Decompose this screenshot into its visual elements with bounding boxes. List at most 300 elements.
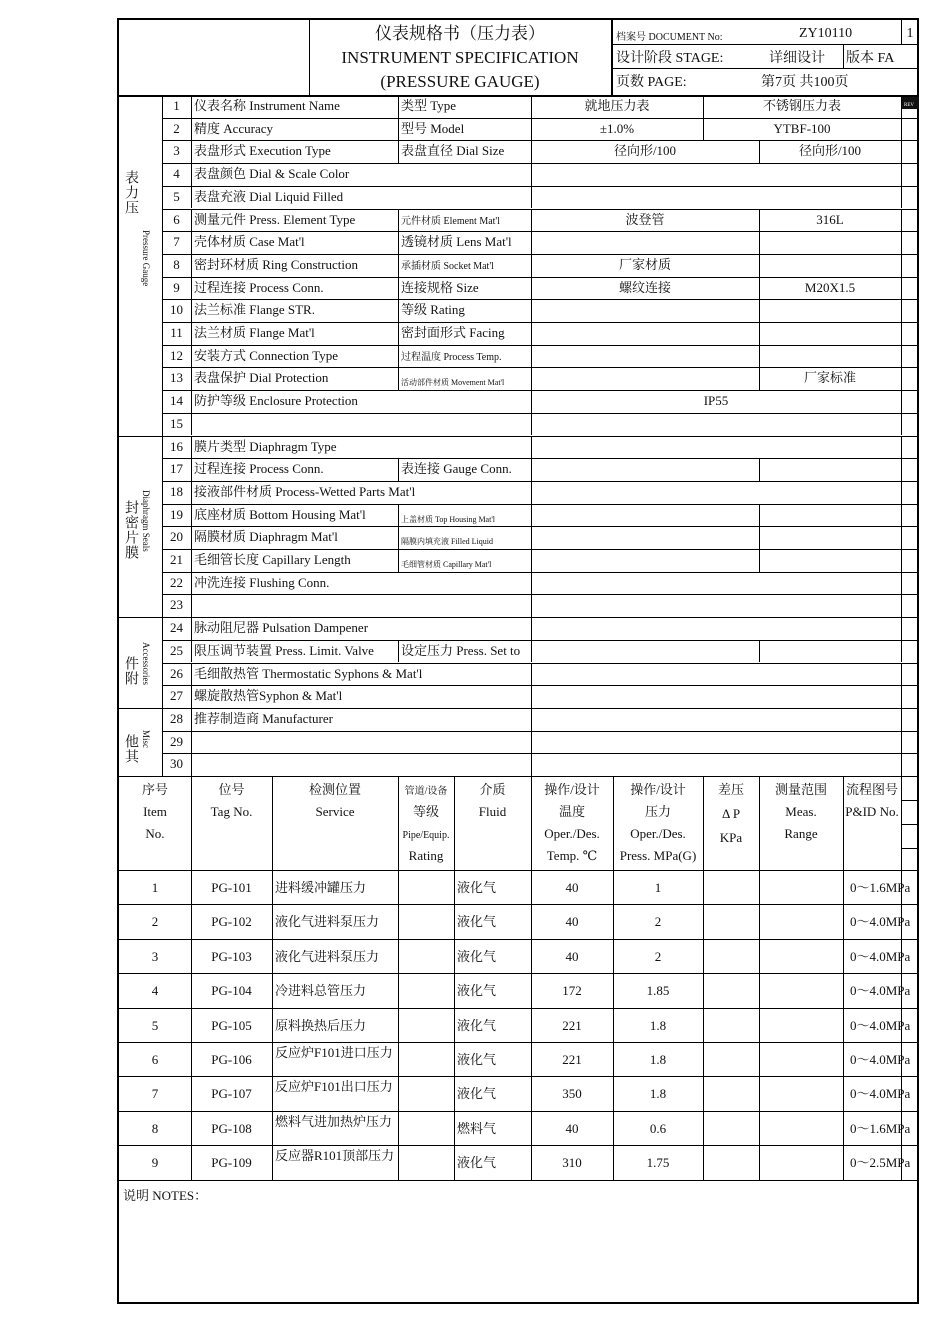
- specification-sheet: [117, 18, 919, 1304]
- v-rule: [191, 481, 192, 504]
- v-rule: [901, 594, 902, 617]
- v-rule: [191, 140, 192, 163]
- item-fluid: 液化气: [457, 1086, 497, 1102]
- v-rule: [191, 549, 192, 572]
- h-rule: [901, 848, 919, 849]
- spec-row-label2: 透镜材质 Lens Mat'l: [401, 234, 512, 250]
- item-temp: 350: [562, 1086, 582, 1102]
- h-rule: [162, 209, 919, 210]
- group-diaphragm-en: Diaphragm Seals: [141, 490, 151, 552]
- spec-row-label: 表盘颜色 Dial & Scale Color: [194, 166, 350, 182]
- v-rule: [531, 572, 532, 595]
- item-service: 液化气进料泵压力: [275, 948, 380, 964]
- h-rule: [162, 481, 919, 482]
- v-rule: [901, 390, 902, 413]
- h-rule: [611, 44, 919, 45]
- item-number: 9: [151, 1155, 159, 1171]
- v-rule: [191, 526, 192, 549]
- spec-row-label: 过程连接 Process Conn.: [194, 461, 324, 477]
- spec-row-label: 表盘充液 Dial Liquid Filled: [194, 188, 344, 204]
- v-rule: [398, 322, 399, 345]
- v-rule: [162, 95, 163, 776]
- column-header-service: Service: [315, 804, 355, 819]
- item-tag: PG-104: [211, 983, 252, 999]
- rev-tag: REV: [902, 95, 919, 109]
- item-number: 3: [151, 948, 159, 964]
- item-press: 1.75: [646, 1155, 670, 1171]
- column-header-rating: Pipe/Equip.: [402, 830, 450, 841]
- group-accessories-cn: 件附: [123, 656, 138, 686]
- spec-row-label: 底座材质 Bottom Housing Mat'l: [194, 506, 366, 522]
- item-press: 2: [654, 914, 662, 930]
- spec-row-value1: 径向形/100: [613, 143, 677, 159]
- spec-row-label: 仪表名称 Instrument Name: [194, 98, 340, 113]
- column-header-dp: Δ P: [721, 806, 741, 821]
- h-rule: [119, 617, 919, 618]
- v-rule: [191, 776, 192, 1180]
- item-service: 反应器R101顶部压力: [275, 1148, 395, 1164]
- h-rule: [162, 458, 919, 459]
- v-rule: [901, 277, 902, 300]
- v-rule: [531, 458, 532, 481]
- column-header-item: No.: [145, 826, 165, 841]
- spec-row-label: 精度 Accuracy: [194, 120, 274, 136]
- v-rule: [531, 663, 532, 686]
- spec-row-number: 6: [173, 211, 180, 227]
- v-rule: [759, 504, 760, 527]
- v-rule: [191, 277, 192, 300]
- v-rule: [901, 209, 902, 232]
- spec-row-number: 11: [170, 325, 183, 340]
- spec-row-value2: 厂家标准: [803, 370, 856, 386]
- v-rule: [901, 663, 902, 686]
- spec-row-number: 21: [170, 552, 183, 567]
- v-rule: [531, 163, 532, 186]
- h-rule: [119, 1111, 919, 1112]
- v-rule: [531, 118, 532, 141]
- item-number: 1: [151, 880, 159, 895]
- spec-row-label2: 连接规格 Size: [401, 279, 479, 295]
- item-tag: PG-107: [211, 1086, 252, 1102]
- v-rule: [759, 231, 760, 254]
- item-service: 反应炉F101出口压力: [275, 1079, 393, 1095]
- v-rule: [191, 436, 192, 459]
- spec-row-number: 22: [170, 574, 183, 590]
- item-range: 0～4.0MPa: [850, 1086, 911, 1102]
- spec-row-label: 毛细散热管 Thermostatic Syphons & Mat'l: [194, 665, 423, 681]
- v-rule: [703, 95, 704, 118]
- spec-row-label2: 设定压力 Press. Set to: [401, 642, 521, 658]
- spec-row-number: 16: [170, 438, 183, 454]
- title-en-1: INSTRUMENT SPECIFICATION: [341, 48, 579, 67]
- version-label: 版本 FA: [846, 51, 895, 66]
- h-rule: [162, 685, 919, 686]
- item-fluid: 液化气: [457, 983, 497, 999]
- h-rule: [162, 277, 919, 278]
- v-rule: [191, 231, 192, 254]
- v-rule: [531, 685, 532, 708]
- h-rule: [162, 345, 919, 346]
- h-rule: [162, 549, 919, 550]
- group-diaphragm-cn: 封密片膜: [123, 500, 138, 560]
- v-rule: [191, 209, 192, 232]
- h-rule: [162, 731, 919, 732]
- spec-row-label: 冲洗连接 Flushing Conn.: [194, 574, 330, 590]
- column-header-temp: 温度: [558, 804, 585, 819]
- v-rule: [901, 254, 902, 277]
- spec-row-value: IP55: [703, 393, 729, 409]
- v-rule: [531, 390, 532, 413]
- spec-row-label: 过程连接 Process Conn.: [194, 279, 324, 295]
- v-rule: [759, 209, 760, 232]
- h-rule: [119, 776, 919, 777]
- spec-row-number: 26: [170, 665, 183, 681]
- v-rule: [191, 640, 192, 663]
- spec-row-number: 20: [170, 529, 183, 545]
- spec-row-label: 壳体材质 Case Mat'l: [194, 234, 305, 250]
- v-rule: [398, 277, 399, 300]
- v-rule: [843, 776, 844, 1180]
- title-en-2: (PRESSURE GAUGE): [380, 72, 540, 91]
- v-rule: [191, 663, 192, 686]
- v-rule: [398, 95, 399, 118]
- spec-row-number: 28: [170, 710, 183, 726]
- spec-row-number: 5: [173, 188, 180, 204]
- v-rule: [531, 504, 532, 527]
- spec-row-label2: 密封面形式 Facing: [401, 325, 505, 340]
- h-rule: [162, 186, 919, 187]
- v-rule: [191, 594, 192, 617]
- item-range: 0～2.5MPa: [850, 1155, 911, 1171]
- h-rule: [162, 367, 919, 368]
- item-tag: PG-103: [211, 948, 252, 964]
- v-rule: [191, 322, 192, 345]
- v-rule: [398, 254, 399, 277]
- column-header-rating: Rating: [408, 848, 444, 863]
- v-rule: [901, 617, 902, 640]
- v-rule: [901, 20, 902, 44]
- column-header-range: Range: [784, 826, 818, 841]
- v-rule: [398, 118, 399, 141]
- v-rule: [531, 526, 532, 549]
- item-service: 燃料气进加热炉压力: [275, 1113, 393, 1129]
- h-rule: [162, 118, 919, 119]
- spec-row-number: 24: [170, 620, 183, 636]
- item-fluid: 液化气: [457, 1017, 497, 1033]
- v-rule: [531, 549, 532, 572]
- item-tag: PG-105: [211, 1017, 252, 1033]
- item-number: 6: [151, 1052, 159, 1067]
- h-rule: [162, 413, 919, 414]
- spec-row-number: 13: [170, 370, 183, 386]
- h-rule: [162, 663, 919, 664]
- v-rule: [191, 458, 192, 481]
- column-header-press: 压力: [644, 804, 671, 819]
- spec-row-number: 8: [173, 256, 180, 272]
- v-rule: [759, 277, 760, 300]
- spec-row-number: 27: [170, 688, 183, 704]
- item-temp: 310: [562, 1155, 582, 1171]
- v-rule: [191, 163, 192, 186]
- v-rule: [191, 390, 192, 413]
- spec-row-label: 隔膜材质 Diaphragm Mat'l: [194, 529, 338, 545]
- v-rule: [759, 254, 760, 277]
- h-rule: [119, 436, 919, 437]
- v-rule: [759, 526, 760, 549]
- v-rule: [531, 367, 532, 390]
- v-rule: [531, 436, 532, 459]
- v-rule: [759, 640, 760, 663]
- column-header-item: Item: [143, 804, 167, 819]
- item-number: 8: [151, 1120, 159, 1136]
- column-header-rating: 等级: [412, 804, 439, 819]
- item-fluid: 燃料气: [457, 1120, 497, 1136]
- v-rule: [191, 118, 192, 141]
- item-fluid: 液化气: [457, 914, 497, 930]
- h-rule: [119, 1180, 919, 1181]
- item-range: 0～4.0MPa: [850, 948, 911, 964]
- spec-row-number: 29: [170, 733, 183, 749]
- column-header-fluid: 介质: [479, 782, 506, 797]
- h-rule: [119, 95, 919, 97]
- spec-row-number: 15: [170, 415, 183, 431]
- v-rule: [611, 20, 613, 95]
- item-tag: PG-102: [211, 914, 252, 930]
- h-rule: [162, 163, 919, 164]
- spec-row-label: 安装方式 Connection Type: [194, 347, 339, 363]
- v-rule: [191, 572, 192, 595]
- column-header-rating: 管道/设备: [404, 786, 448, 797]
- v-rule: [272, 776, 273, 1180]
- item-temp: 40: [565, 1120, 579, 1136]
- item-service: 液化气进料泵压力: [275, 914, 380, 930]
- spec-row-label2: 过程温度 Process Temp.: [401, 351, 502, 363]
- item-press: 1.8: [649, 1086, 667, 1102]
- item-fluid: 液化气: [457, 880, 497, 895]
- v-rule: [901, 299, 902, 322]
- spec-row-label: 法兰材质 Flange Mat'l: [194, 325, 315, 340]
- spec-row-label: 表盘保护 Dial Protection: [194, 370, 329, 386]
- v-rule: [531, 299, 532, 322]
- v-rule: [531, 231, 532, 254]
- spec-row-value2: M20X1.5: [804, 279, 856, 295]
- v-rule: [398, 140, 399, 163]
- item-temp: 172: [562, 983, 582, 999]
- h-rule: [162, 594, 919, 595]
- v-rule: [191, 254, 192, 277]
- v-rule: [191, 708, 192, 731]
- v-rule: [901, 413, 902, 436]
- v-rule: [531, 322, 532, 345]
- item-fluid: 液化气: [457, 948, 497, 964]
- spec-row-label: 脉动阻尼器 Pulsation Dampener: [194, 620, 369, 636]
- v-rule: [901, 367, 902, 390]
- item-temp: 40: [565, 914, 579, 930]
- v-rule: [191, 685, 192, 708]
- item-range: 0～4.0MPa: [850, 1017, 911, 1033]
- spec-row-value2: 不锈钢压力表: [762, 98, 841, 113]
- v-rule: [901, 345, 902, 368]
- column-header-dp: KPa: [719, 830, 743, 845]
- item-press: 0.6: [649, 1120, 667, 1136]
- h-rule: [162, 322, 919, 323]
- v-rule: [531, 731, 532, 754]
- spec-row-number: 18: [170, 483, 183, 499]
- spec-row-label2: 型号 Model: [401, 120, 465, 136]
- h-rule: [611, 68, 919, 69]
- spec-row-label2: 上盖材质 Top Housing Mat'l: [401, 514, 495, 524]
- group-pressure-gauge-en: Pressure Gauge: [141, 230, 151, 287]
- column-header-temp: Oper./Des.: [544, 826, 600, 841]
- spec-row-label: 推荐制造商 Manufacturer: [194, 710, 333, 726]
- doc-label: 档案号 DOCUMENT No:: [616, 32, 723, 43]
- v-rule: [759, 458, 760, 481]
- v-rule: [398, 458, 399, 481]
- h-rule: [119, 939, 919, 940]
- notes-label: 说明 NOTES：: [123, 1188, 208, 1203]
- item-tag: PG-108: [211, 1120, 252, 1136]
- v-rule: [613, 776, 614, 1180]
- v-rule: [901, 163, 902, 186]
- v-rule: [901, 549, 902, 572]
- v-rule: [901, 186, 902, 209]
- spec-row-number: 12: [170, 347, 183, 363]
- v-rule: [191, 731, 192, 754]
- h-rule: [119, 870, 919, 871]
- h-rule: [162, 572, 919, 573]
- item-number: 4: [151, 983, 159, 999]
- h-rule: [162, 140, 919, 141]
- v-rule: [531, 413, 532, 436]
- v-rule: [398, 504, 399, 527]
- column-header-press: Press. MPa(G): [619, 848, 697, 863]
- item-press: 2: [654, 948, 662, 964]
- column-header-dp: 差压: [717, 782, 744, 797]
- v-rule: [901, 753, 902, 776]
- v-rule: [901, 572, 902, 595]
- item-number: 2: [151, 914, 159, 930]
- h-rule: [901, 824, 919, 825]
- column-header-range: Meas.: [785, 804, 817, 819]
- item-range: 0～1.6MPa: [850, 1120, 911, 1136]
- v-rule: [901, 458, 902, 481]
- v-rule: [759, 322, 760, 345]
- item-service: 原料换热后压力: [275, 1017, 367, 1033]
- column-header-pid: P&ID No.: [845, 804, 899, 819]
- v-rule: [531, 277, 532, 300]
- v-rule: [901, 95, 902, 118]
- spec-row-value1: 螺纹连接: [618, 279, 671, 295]
- page-value: 第7页 共100页: [761, 75, 849, 90]
- spec-row-label: 毛细管长度 Capillary Length: [194, 552, 351, 567]
- item-press: 1.8: [649, 1052, 667, 1067]
- spec-row-label2: 活动部件材质 Movement Mat'l: [401, 378, 505, 388]
- v-rule: [531, 254, 532, 277]
- column-header-temp: Temp. ℃: [546, 848, 598, 863]
- spec-row-label: 密封环材质 Ring Construction: [194, 256, 358, 272]
- item-press: 1.8: [649, 1017, 667, 1033]
- spec-row-number: 10: [170, 302, 183, 318]
- v-rule: [901, 776, 902, 1180]
- stage-label: 设计阶段 STAGE:: [616, 51, 724, 66]
- spec-row-label2: 元件材质 Element Mat'l: [401, 215, 501, 227]
- v-rule: [531, 594, 532, 617]
- spec-row-label2: 隔膜内填充液 Filled Liquid: [401, 537, 493, 547]
- spec-row-label: 法兰标准 Flange STR.: [194, 302, 315, 318]
- v-rule: [703, 118, 704, 141]
- column-header-temp: 操作/设计: [544, 782, 600, 797]
- spec-row-number: 19: [170, 506, 183, 522]
- column-header-range: 测量范围: [774, 782, 827, 797]
- v-rule: [531, 95, 532, 118]
- column-header-tag: Tag No.: [210, 804, 253, 819]
- spec-row-value1: 厂家材质: [618, 256, 671, 272]
- item-press: 1.85: [646, 983, 670, 999]
- h-rule: [119, 708, 919, 709]
- v-rule: [901, 118, 902, 141]
- v-rule: [531, 753, 532, 776]
- item-temp: 221: [562, 1052, 582, 1067]
- spec-row-value2: YTBF-100: [773, 120, 831, 136]
- item-range: 0～4.0MPa: [850, 914, 911, 930]
- v-rule: [531, 776, 532, 1180]
- v-rule: [191, 504, 192, 527]
- item-tag: PG-109: [211, 1155, 252, 1171]
- column-header-item: 序号: [141, 782, 168, 797]
- h-rule: [162, 640, 919, 641]
- h-rule: [162, 753, 919, 754]
- v-rule: [398, 209, 399, 232]
- v-rule: [759, 549, 760, 572]
- v-rule: [191, 186, 192, 209]
- column-header-fluid: Fluid: [478, 804, 507, 819]
- v-rule: [531, 640, 532, 663]
- spec-row-label2: 表连接 Gauge Conn.: [401, 461, 512, 477]
- v-rule: [531, 481, 532, 504]
- spec-row-number: 3: [173, 143, 180, 159]
- spec-row-label2: 承插材质 Socket Mat'l: [401, 260, 494, 272]
- item-temp: 40: [565, 880, 579, 895]
- h-rule: [162, 299, 919, 300]
- spec-row-label: 表盘形式 Execution Type: [194, 143, 331, 159]
- v-rule: [759, 776, 760, 1180]
- spec-row-label: 接液部件材质 Process-Wetted Parts Mat'l: [194, 483, 416, 499]
- spec-row-number: 17: [170, 461, 183, 477]
- stage-value: 详细设计: [769, 51, 825, 66]
- v-rule: [398, 640, 399, 663]
- spec-row-value2: 316L: [816, 211, 844, 227]
- spec-row-number: 14: [170, 393, 183, 409]
- h-rule: [162, 254, 919, 255]
- title-cn: 仪表规格书（压力表）: [375, 24, 545, 43]
- v-rule: [398, 549, 399, 572]
- h-rule: [162, 390, 919, 391]
- v-rule: [398, 299, 399, 322]
- v-rule: [191, 753, 192, 776]
- item-service: 反应炉F101进口压力: [275, 1045, 393, 1060]
- v-rule: [901, 640, 902, 663]
- item-number: 7: [151, 1086, 159, 1102]
- v-rule: [191, 413, 192, 436]
- v-rule: [703, 776, 704, 1180]
- column-header-press: 操作/设计: [630, 782, 686, 797]
- group-misc-en: Misc: [141, 730, 151, 748]
- spec-row-value1: ±1.0%: [599, 120, 635, 136]
- revision-number: 1: [906, 26, 914, 41]
- h-rule: [119, 1076, 919, 1077]
- column-header-press: Oper./Des.: [630, 826, 686, 841]
- doc-number: ZY10110: [799, 26, 853, 41]
